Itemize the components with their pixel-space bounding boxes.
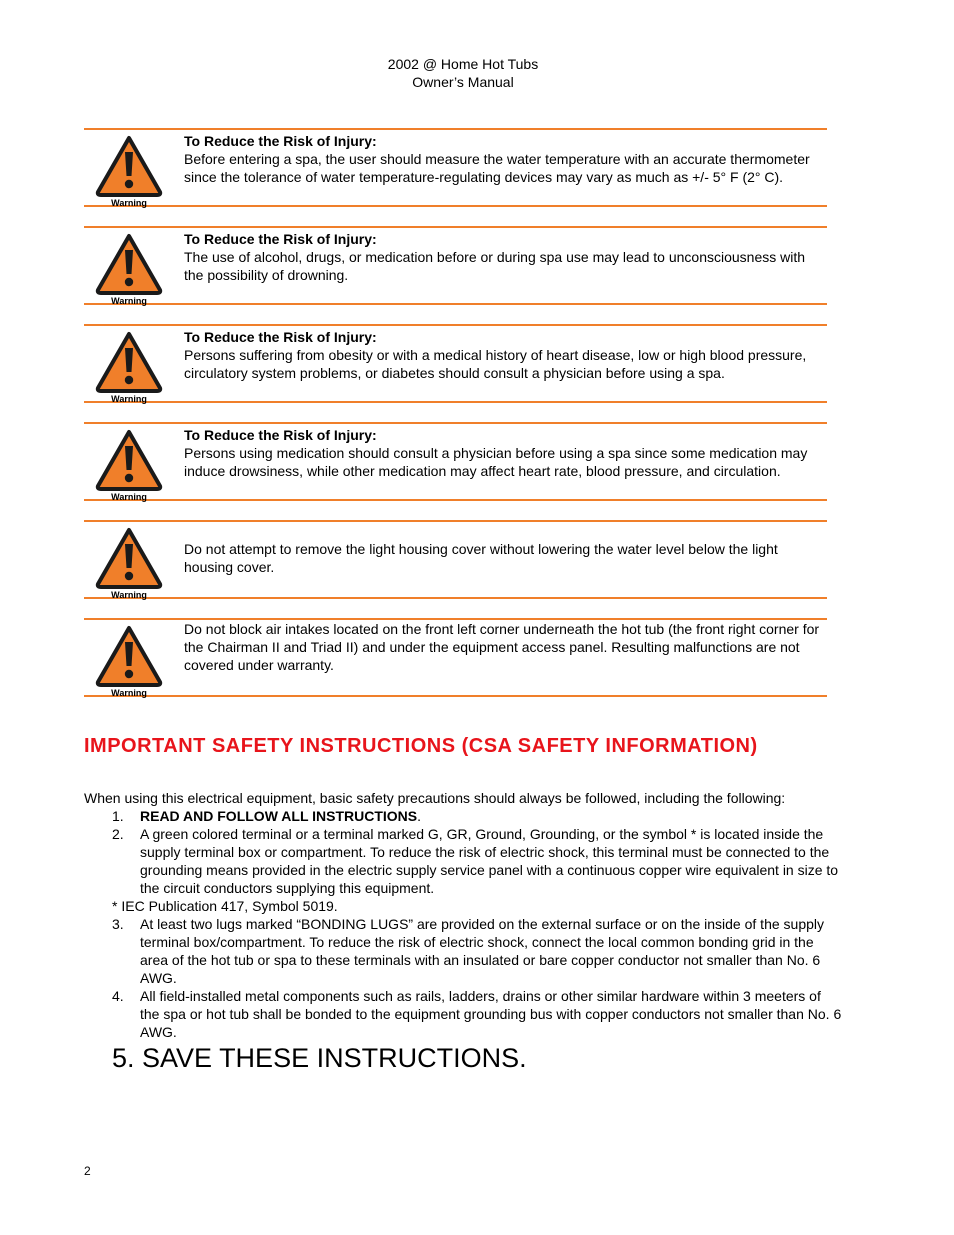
section-title: IMPORTANT SAFETY INSTRUCTIONS (CSA SAFETY INFORMATION) <box>84 735 758 757</box>
section-intro: When using this electrical equipment, basic safety precautions should always be followed, including the following: <box>84 790 786 806</box>
warning-description: Do not attempt to remove the light housing cover without lowering the water level below the light housing cover. <box>184 541 778 575</box>
warning-icon-label: Warning <box>111 296 147 306</box>
warning-title: To Reduce the Risk of Injury: <box>184 133 377 149</box>
list-bold-text: READ AND FOLLOW ALL INSTRUCTIONS <box>140 808 418 824</box>
warning-box <box>84 128 827 207</box>
warning-icon-label: Warning <box>111 394 147 404</box>
page-number: 2 <box>84 1164 91 1178</box>
instruction-list <box>84 807 844 1041</box>
warning-description: Do not block air intakes located on the front left corner underneath the hot tub (the front right corner for the Chairman II and Triad II) and under the equipment access panel. Resulting malfunctions are not covered under warranty. <box>184 621 820 673</box>
warning-text <box>184 426 824 480</box>
warning-icon-label: Warning <box>111 492 147 502</box>
list-number: 2. <box>112 826 124 842</box>
warning-triangle-icon <box>94 232 164 306</box>
warning-box <box>84 618 827 697</box>
list-text: At least two lugs marked “BONDING LUGS” are provided on the external surface or on the inside of the supply terminal box/compartment. To reduce the risk of electric shock, connect the local common bonding grid in the area of the hot tub or spa to these terminals with an insulated or bare copper conductor not smaller than No. 6 AWG. <box>140 916 824 986</box>
warning-description: Persons using medication should consult a physician before using a spa since some medication may induce drowsiness, while other medication may affect heart rate, blood pressure, and circulation. <box>184 445 808 479</box>
list-text: A green colored terminal or a terminal marked G, GR, Ground, Grounding, or the symbol * is located inside the supply terminal box or compartment. To reduce the risk of electric shock, this terminal must be connected to the grounding means provided in the electric supply service panel with a continuous copper wire equivalent in size to the circuit conductors supplying this equipment. <box>140 826 839 896</box>
warning-triangle-icon <box>94 428 164 502</box>
list-number: 1. <box>112 808 124 824</box>
warning-description: Persons suffering from obesity or with a medical history of heart disease, low or high blood pressure, circulatory system problems, or diabetes should consult a physician before using a spa. <box>184 347 807 381</box>
page-header <box>0 55 926 91</box>
warning-triangle-icon <box>94 526 164 600</box>
warning-description: The use of alcohol, drugs, or medication before or during spa use may lead to unconsciousness with the possibility of drowning. <box>184 249 806 283</box>
warning-title: To Reduce the Risk of Injury: <box>184 231 377 247</box>
list-item <box>84 807 844 825</box>
list-text: All field-installed metal components such as rails, ladders, drains or other similar hardware within 3 meeters of the spa or hot tub shall be bonded to the equipment grounding bus with copper conductors not smaller than No. 6 AWG. <box>140 988 842 1040</box>
warning-text <box>184 230 824 284</box>
save-instructions-heading: 5. SAVE THESE INSTRUCTIONS. <box>112 1043 527 1073</box>
warning-text <box>184 328 824 382</box>
warning-triangle-icon <box>94 624 164 698</box>
list-footnote <box>84 897 844 915</box>
warning-title: To Reduce the Risk of Injury: <box>184 427 377 443</box>
list-item <box>84 987 844 1041</box>
warning-text <box>184 132 824 186</box>
list-item <box>84 825 844 897</box>
header-subtitle: Owner’s Manual <box>412 74 514 90</box>
header-title: 2002 @ Home Hot Tubs <box>387 56 539 72</box>
warning-text <box>184 540 824 576</box>
warning-title: To Reduce the Risk of Injury: <box>184 329 377 345</box>
warning-description: Before entering a spa, the user should measure the water temperature with an accurate thermometer since the tolerance of water temperature-regulating devices may vary as much as +/- 5° F (2° C). <box>184 151 810 185</box>
warning-triangle-icon <box>94 330 164 404</box>
warning-box <box>84 422 827 501</box>
warning-box <box>84 324 827 403</box>
list-item <box>84 915 844 987</box>
warning-icon-label: Warning <box>111 198 147 208</box>
list-number: 4. <box>112 988 124 1004</box>
warning-text <box>184 620 824 674</box>
warning-triangle-icon <box>94 134 164 208</box>
list-number: 3. <box>112 916 124 932</box>
warning-icon-label: Warning <box>111 688 147 698</box>
list-text: . <box>417 808 422 824</box>
list-text: * IEC Publication 417, Symbol 5019. <box>112 898 338 914</box>
warning-box <box>84 520 827 599</box>
warning-box <box>84 226 827 305</box>
warning-icon-label: Warning <box>111 590 147 600</box>
